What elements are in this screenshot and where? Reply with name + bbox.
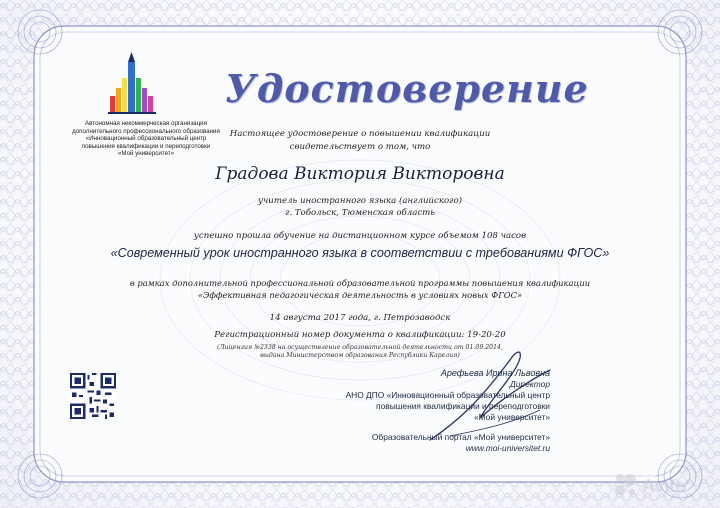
license-line: (Лицензия №2338 на осуществление образовательной деятельности от 01.09.2014,	[217, 344, 503, 351]
license-line: выдана Министерством образования Республики Карелия)	[260, 352, 460, 359]
portal-block	[250, 432, 550, 454]
recipient-name: Градова Виктория Викторовна	[215, 164, 505, 184]
issue-date: 14 августа 2017 года,	[269, 313, 372, 323]
signer-org-line: АНО ДПО «Инновационный образовательный центр	[345, 390, 550, 400]
program-line: в рамках дополнительной профессиональной образовательной программы повышения квалификации	[129, 278, 591, 288]
university-tower-logo-icon	[104, 52, 160, 116]
signer-org-line: повышения квалификации и переподготовки	[376, 401, 550, 411]
date-place	[200, 313, 520, 323]
org-line: «Мой университет»	[117, 150, 175, 158]
intro-line: свидетельствует о том, что	[289, 142, 431, 152]
org-line: Автономная некоммерческая организация	[85, 120, 207, 127]
org-line: «Инновационный образовательный центр	[85, 135, 207, 143]
issue-city: г. Петрозаводск	[373, 313, 451, 323]
org-line: дополнительного профессионального образования	[72, 127, 220, 135]
signer-block	[250, 368, 550, 423]
registration-number: Регистрационный номер документа о квалификации: 19-20-20	[214, 330, 506, 340]
svg-text:Avito: Avito	[642, 476, 687, 496]
avito-logo-icon	[612, 470, 712, 500]
signer-name: Арефьева Ирина Львовна	[440, 368, 550, 378]
recipient-location: г. Тобольск, Тюменская область	[284, 208, 435, 218]
intro-line: Настоящее удостоверение о повышении квалификации	[229, 129, 491, 139]
portal-url[interactable]: www.moi-universitet.ru	[465, 443, 550, 453]
signer-role: Директор	[509, 379, 550, 389]
signer-org-line: «Мой университет»	[473, 412, 550, 422]
recipient-position: учитель иностранного языка (английского)	[257, 196, 463, 206]
intro-text	[200, 128, 520, 154]
portal-label: Образовательный портал «Мой университет»	[371, 432, 550, 442]
certificate-title: Удостоверение	[225, 66, 589, 111]
org-line: повышения квалификации и переподготовки	[81, 142, 211, 150]
course-intro: успешно прошла обучение на дистанционном курсе объемом 108 часов	[193, 231, 527, 241]
program-name: «Эффективная педагогическая деятельность в условиях новых ФГОС»	[197, 290, 523, 300]
qr-code-icon	[70, 373, 116, 419]
course-title: «Современный урок иностранного языка в соответствии с требованиями ФГОС»	[110, 246, 610, 260]
